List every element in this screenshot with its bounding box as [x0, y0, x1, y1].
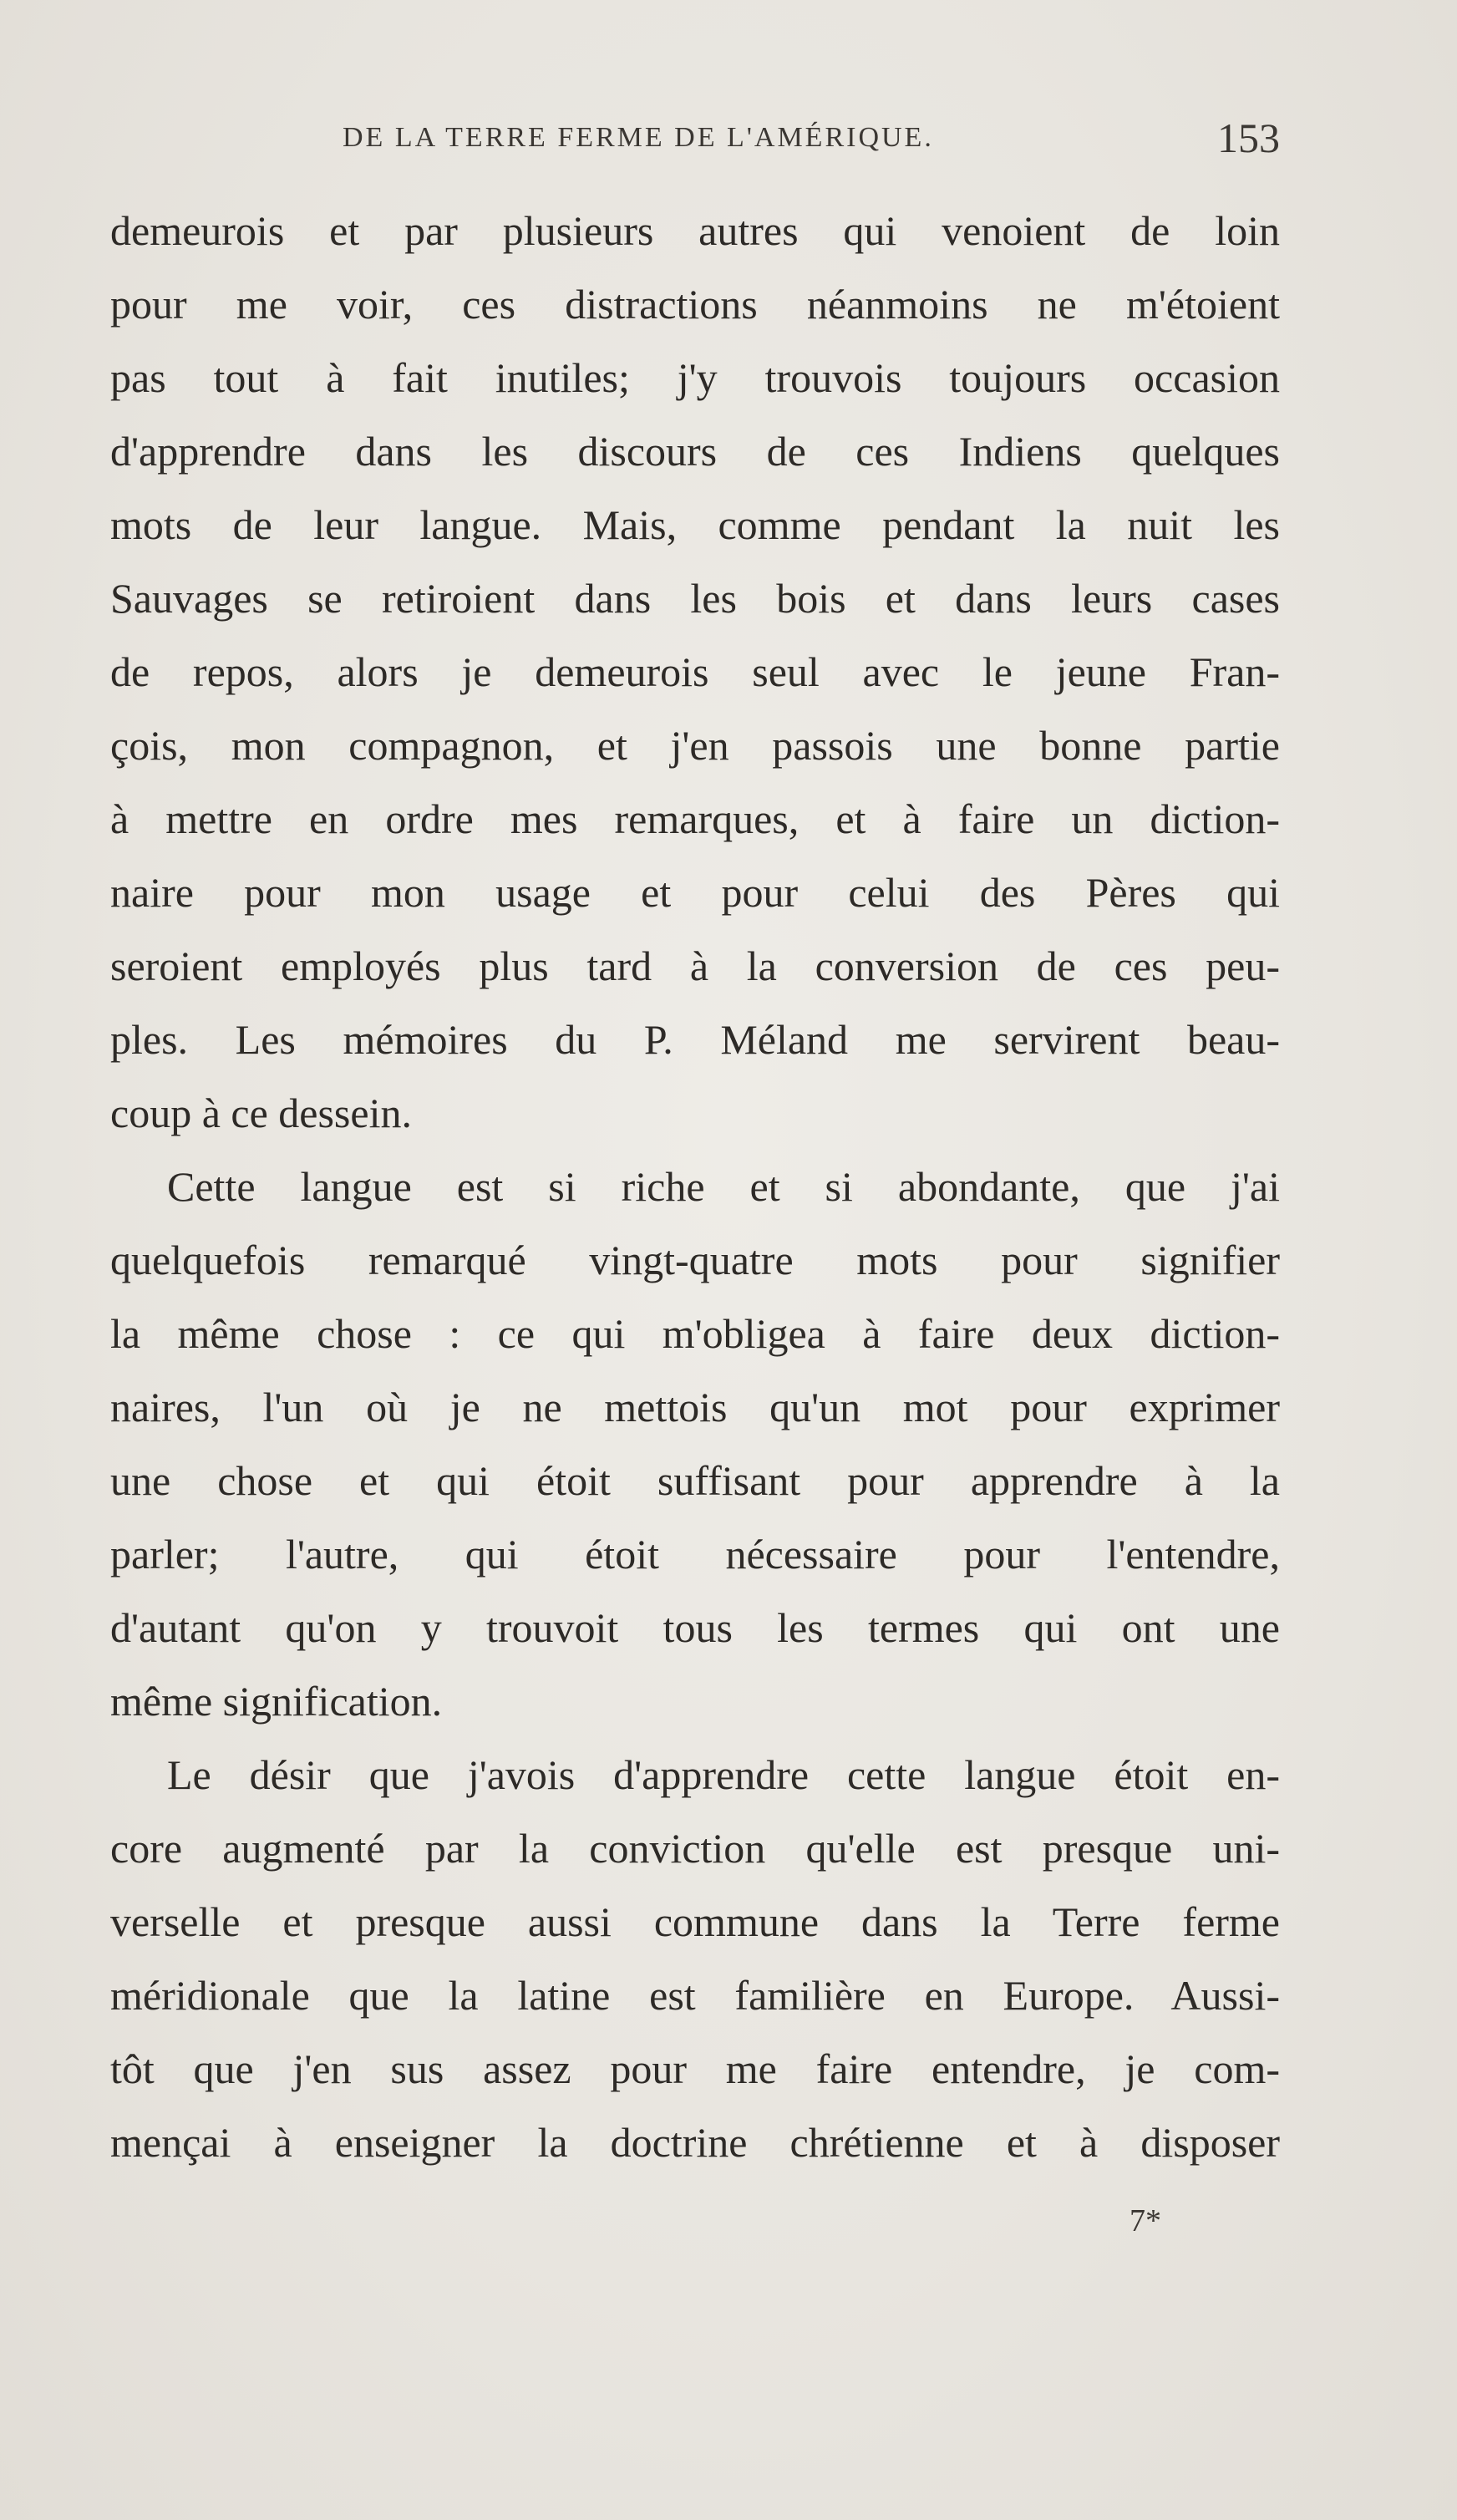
text-line: d'autant qu'on y trouvoit tous les termes qui ont une: [110, 1604, 1280, 1651]
text-line: core augmenté par la conviction qu'elle est presque uni-: [110, 1825, 1280, 1872]
text-line: mots de leur langue. Mais, comme pendant la nuit les: [110, 501, 1280, 548]
text-line: à mettre en ordre mes remarques, et à faire un diction-: [110, 795, 1280, 842]
paragraph-3: [110, 1738, 1280, 2179]
text-line: parler; l'autre, qui étoit nécessaire pour l'entendre,: [110, 1531, 1280, 1578]
running-title: DE LA TERRE FERME DE L'AMÉRIQUE.: [343, 122, 934, 153]
signature-mark: 7*: [1130, 2203, 1161, 2238]
paragraph-1: [110, 194, 1280, 1150]
text-line: tôt que j'en sus assez pour me faire entendre, je com-: [110, 2045, 1280, 2092]
paragraph-2: [110, 1150, 1280, 1738]
text-line: de repos, alors je demeurois seul avec le jeune Fran-: [110, 648, 1280, 695]
body-text: [110, 194, 1280, 2179]
text-line: mençai à enseigner la doctrine chrétienne et à disposer: [110, 2119, 1280, 2166]
text-line: méridionale que la latine est familière en Europe. Aussi-: [110, 1972, 1280, 2019]
text-line: ples. Les mémoires du P. Méland me servirent beau-: [110, 1016, 1280, 1063]
text-line: Le désir que j'avois d'apprendre cette langue étoit en-: [167, 1751, 1280, 1798]
text-line: pas tout à fait inutiles; j'y trouvois toujours occasion: [110, 354, 1280, 401]
text-line: pour me voir, ces distractions néanmoins ne m'étoient: [110, 281, 1280, 328]
text-line: Sauvages se retiroient dans les bois et dans leurs cases: [110, 575, 1280, 622]
text-line: coup à ce dessein.: [110, 1090, 412, 1136]
text-line: d'apprendre dans les discours de ces Indiens quelques: [110, 428, 1280, 475]
text-line: çois, mon compagnon, et j'en passois une bonne partie: [110, 722, 1280, 769]
text-line: la même chose : ce qui m'obligea à faire deux diction-: [110, 1310, 1280, 1357]
text-line: demeurois et par plusieurs autres qui venoient de loin: [110, 207, 1280, 254]
text-line: Cette langue est si riche et si abondante, que j'ai: [167, 1163, 1280, 1210]
text-line: naire pour mon usage et pour celui des Pères qui: [110, 869, 1280, 916]
text-line: quelquefois remarqué vingt-quatre mots pour signifier: [110, 1237, 1280, 1283]
text-line: même signification.: [110, 1678, 443, 1725]
text-line: seroient employés plus tard à la conversion de ces peu-: [110, 942, 1280, 989]
page-number: 153: [1217, 114, 1280, 161]
text-line: une chose et qui étoit suffisant pour apprendre à la: [110, 1457, 1280, 1504]
text-line: verselle et presque aussi commune dans la Terre ferme: [110, 1898, 1280, 1945]
text-line: naires, l'un où je ne mettois qu'un mot pour exprimer: [110, 1384, 1280, 1430]
running-head: [110, 114, 1280, 172]
